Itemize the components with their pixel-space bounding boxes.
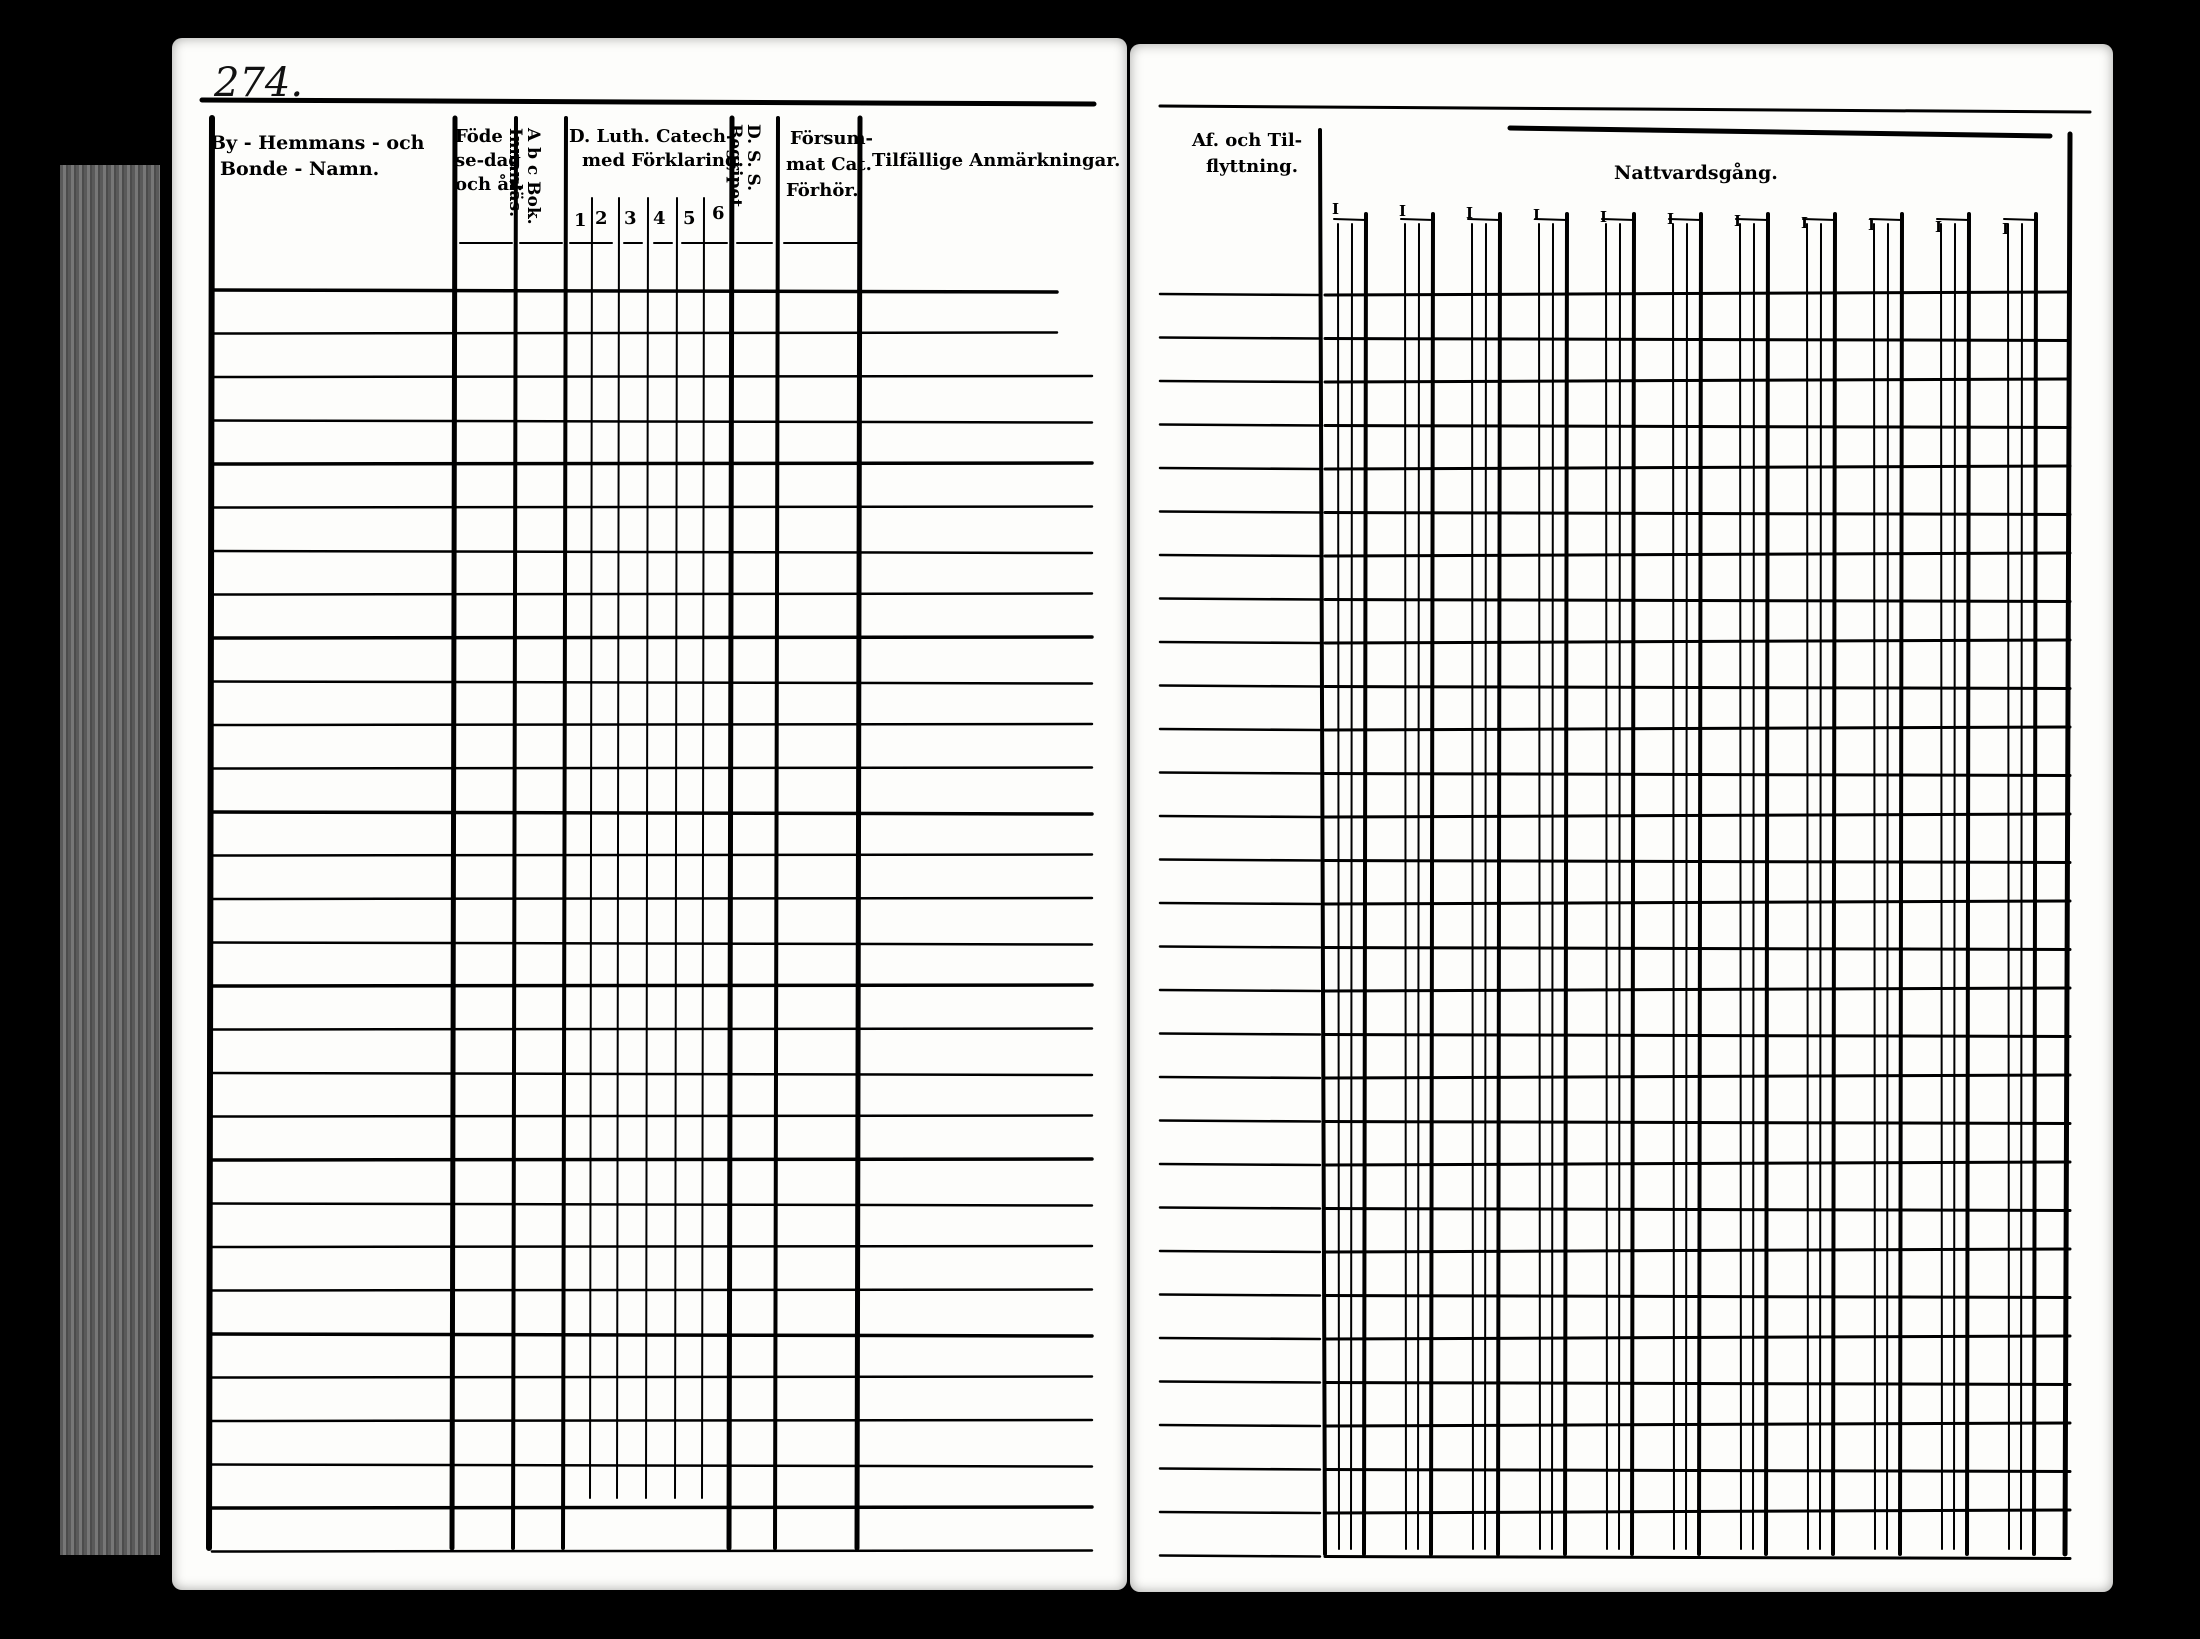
row-rule — [212, 376, 1092, 377]
nattvard-column-mark: I — [1600, 208, 1608, 226]
sub-column-rule — [675, 198, 677, 1498]
row-rule — [1325, 1122, 2070, 1124]
row-rule — [1325, 687, 2070, 689]
page-number: 274. — [214, 60, 304, 106]
row-rule — [1160, 1034, 1320, 1035]
row-rule — [1160, 338, 1320, 339]
top-rule-thick — [1510, 128, 2050, 136]
nattvard-sub-rule — [1338, 224, 1339, 1549]
row-rule — [1160, 1338, 1320, 1339]
nattvard-sub-rule — [1673, 224, 1674, 1549]
sub-number-3: 3 — [624, 208, 637, 229]
nattvard-column-mark: I — [1734, 212, 1742, 230]
row-rule — [1160, 1382, 1320, 1383]
nattvard-sub-rule — [1485, 224, 1486, 1549]
header-luth-1: D. Luth. Catech- — [569, 126, 734, 147]
header-abc-bok: A b c Bok. — [523, 128, 543, 225]
column-rule — [2065, 134, 2070, 1554]
row-rule — [1160, 686, 1320, 687]
row-rule — [1160, 1208, 1320, 1209]
nattvard-column-rule — [2034, 214, 2036, 1554]
header-fodelse-1: Föde — [455, 126, 503, 147]
row-rule — [1160, 555, 1320, 556]
nattvard-sub-rule — [2021, 224, 2022, 1549]
row-rule — [212, 1159, 1092, 1160]
nattvard-sub-rule — [1405, 224, 1406, 1549]
nattvard-sub-rule — [1740, 224, 1741, 1549]
header-flyttning: flyttning. — [1206, 156, 1299, 177]
nattvard-column-rule — [1498, 214, 1500, 1554]
row-rule — [1160, 599, 1320, 600]
row-rule — [1325, 513, 2070, 515]
nattvard-column-rule — [1833, 214, 1835, 1554]
nattvard-column-mark: I — [1399, 202, 1407, 220]
row-rule — [1160, 512, 1320, 513]
row-rule — [1325, 292, 2070, 295]
row-rule — [212, 768, 1092, 769]
row-rule — [1325, 426, 2070, 428]
nattvard-sub-rule — [1472, 224, 1473, 1549]
nattvard-column-mark: I — [1801, 214, 1809, 232]
row-rule — [212, 724, 1092, 725]
row-rule — [1160, 468, 1320, 469]
row-rule — [1325, 1209, 2070, 1211]
nattvard-sub-rule — [1820, 224, 1821, 1549]
row-rule — [212, 1334, 1092, 1336]
row-rule — [212, 1420, 1092, 1421]
header-af-och-til: Af. och Til- — [1192, 130, 1303, 151]
header-nattvardsgang: Nattvardsgång. — [1614, 162, 1778, 184]
nattvard-column-mark: I — [2002, 220, 2010, 238]
row-rule — [212, 1377, 1092, 1378]
row-rule — [212, 507, 1092, 508]
row-rule — [212, 290, 1057, 292]
header-forsum-1: Försum- — [790, 128, 874, 149]
sub-column-rule — [590, 198, 592, 1498]
row-rule — [1160, 381, 1320, 382]
row-rule — [1160, 903, 1320, 904]
row-rule — [212, 1116, 1092, 1117]
row-rule — [212, 898, 1092, 899]
header-tillfallige: Tilfällige Anmärkningar. — [872, 150, 1121, 171]
nattvard-column-rule — [1900, 214, 1902, 1554]
nattvard-column-mark: I — [1868, 216, 1876, 234]
row-rule — [1160, 947, 1320, 948]
row-rule — [1160, 642, 1320, 643]
row-rule — [1160, 1425, 1320, 1426]
nattvard-sub-rule — [1954, 224, 1955, 1549]
row-rule — [1160, 1251, 1320, 1252]
row-rule — [212, 421, 1092, 423]
row-rule — [1325, 339, 2070, 341]
sub-number-1: 1 — [574, 210, 587, 231]
row-rule — [1160, 990, 1320, 991]
nattvard-sub-rule — [1619, 224, 1620, 1549]
right-page — [1130, 44, 2113, 1592]
row-rule — [212, 985, 1092, 986]
row-rule — [212, 943, 1092, 945]
row-rule — [1325, 1557, 2070, 1559]
row-rule — [212, 594, 1092, 595]
row-rule — [212, 551, 1092, 553]
nattvard-sub-rule — [1807, 224, 1808, 1549]
left-page-ruling — [172, 38, 1127, 1590]
row-rule — [212, 1290, 1092, 1291]
nattvard-sub-rule — [1887, 224, 1888, 1549]
header-bonde-namn: Bonde - Namn. — [220, 158, 380, 180]
row-rule — [212, 637, 1092, 638]
row-rule — [1325, 727, 2070, 730]
nattvard-sub-rule — [1539, 224, 1540, 1549]
right-page-ruling — [1130, 44, 2113, 1592]
nattvard-column-mark: I — [1533, 206, 1541, 224]
nattvard-column-rule — [1699, 214, 1701, 1554]
nattvard-column-mark: I — [1935, 218, 1943, 236]
row-rule — [1160, 729, 1320, 730]
top-rule — [202, 100, 1094, 104]
nattvard-column-rule — [1431, 214, 1433, 1554]
book-spine — [60, 165, 160, 1555]
row-rule — [1325, 988, 2070, 991]
header-luth-2: med Förklaring. — [582, 150, 744, 171]
nattvard-column-rule — [1967, 214, 1969, 1554]
nattvard-sub-rule — [1552, 224, 1553, 1549]
row-rule — [1325, 466, 2070, 469]
header-by-hemmans: By - Hemmans - och — [210, 132, 425, 154]
row-rule — [1325, 379, 2070, 382]
row-rule — [212, 1029, 1092, 1030]
column-rule — [1320, 130, 1325, 1554]
top-rule — [1160, 106, 2090, 112]
nattvard-column-rule — [1766, 214, 1768, 1554]
row-rule — [212, 682, 1092, 684]
row-rule — [1160, 1469, 1320, 1470]
row-rule — [212, 1073, 1092, 1075]
row-rule — [1325, 1075, 2070, 1078]
row-rule — [1325, 600, 2070, 602]
row-rule — [1325, 861, 2070, 863]
row-rule — [1160, 1295, 1320, 1296]
header-begripet: Begripet. — [725, 124, 745, 213]
sub-column-rule — [702, 198, 704, 1498]
nattvard-column-rule — [1364, 214, 1366, 1554]
row-rule — [1325, 1035, 2070, 1037]
row-rule — [212, 855, 1092, 856]
row-rule — [212, 1465, 1092, 1467]
nattvard-sub-rule — [1351, 224, 1352, 1549]
nattvard-sub-rule — [1606, 224, 1607, 1549]
nattvard-column-mark: I — [1667, 210, 1675, 228]
row-rule — [212, 812, 1092, 814]
nattvard-sub-rule — [1753, 224, 1754, 1549]
row-rule — [1325, 640, 2070, 643]
row-rule — [1160, 1077, 1320, 1078]
header-fodelse-3: och år. — [455, 174, 524, 195]
row-rule — [1325, 948, 2070, 950]
header-forsum-3: Förhör. — [786, 180, 859, 201]
nattvard-sub-rule — [1941, 224, 1942, 1549]
row-rule — [212, 333, 1057, 334]
row-rule — [1160, 425, 1320, 426]
row-rule — [1325, 814, 2070, 817]
row-rule — [1160, 1512, 1320, 1513]
nattvard-column-mark: I — [1332, 200, 1340, 218]
sub-number-2: 2 — [595, 208, 608, 229]
sub-number-6: 6 — [712, 203, 725, 224]
row-rule — [1160, 816, 1320, 817]
nattvard-column-rule — [1565, 214, 1567, 1554]
header-forsum-2: mat Cat. — [786, 154, 872, 175]
row-rule — [1325, 1162, 2070, 1165]
sub-number-4: 4 — [653, 208, 666, 229]
nattvard-sub-rule — [2008, 224, 2009, 1549]
row-rule — [1160, 773, 1320, 774]
sub-column-rule — [646, 198, 648, 1498]
sub-column-rule — [617, 198, 619, 1498]
header-fodelse-2: se-dag — [455, 150, 521, 171]
row-rule — [1160, 1556, 1320, 1557]
row-rule — [1325, 774, 2070, 776]
header-innanlas: Innanläs. — [505, 128, 525, 218]
nattvard-column-mark: I — [1466, 204, 1474, 222]
nattvard-sub-rule — [1874, 224, 1875, 1549]
row-rule — [1160, 294, 1320, 295]
row-rule — [1325, 901, 2070, 904]
row-rule — [212, 1204, 1092, 1206]
left-page — [172, 38, 1127, 1590]
nattvard-sub-rule — [1686, 224, 1687, 1549]
row-rule — [1160, 860, 1320, 861]
row-rule — [212, 1551, 1092, 1552]
header-dss: D. S. S. — [743, 124, 763, 192]
nattvard-header-underline — [1334, 219, 1366, 220]
row-rule — [212, 1507, 1092, 1508]
row-rule — [1160, 1164, 1320, 1165]
nattvard-column-rule — [1632, 214, 1634, 1554]
sub-number-5: 5 — [683, 208, 696, 229]
nattvard-sub-rule — [1418, 224, 1419, 1549]
row-rule — [212, 463, 1092, 464]
row-rule — [1160, 1121, 1320, 1122]
row-rule — [212, 1246, 1092, 1247]
row-rule — [1325, 553, 2070, 556]
